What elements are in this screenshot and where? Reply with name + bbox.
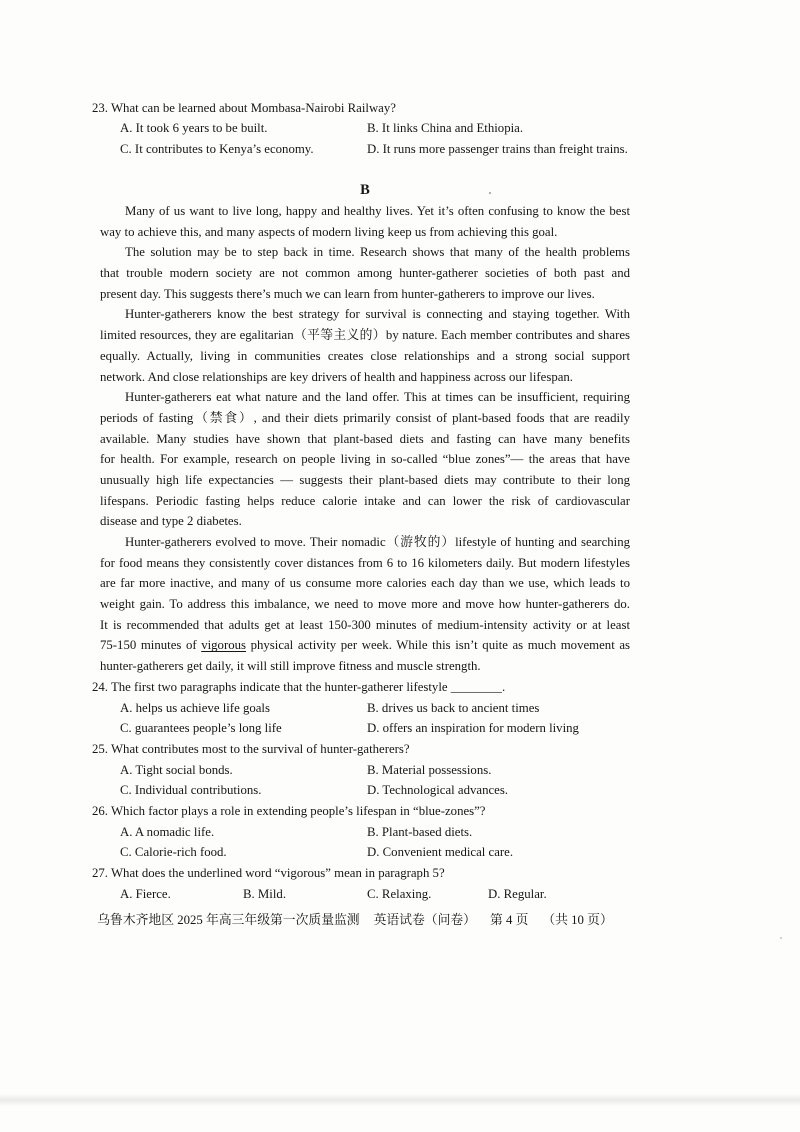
- paragraph-1: [92, 201, 637, 242]
- question-23-options-row-1: [92, 118, 637, 139]
- passage-line: periods of fasting（禁食）, and their diets primarily consist of plant-based foods that are readily: [100, 410, 630, 425]
- question-24-options-row-2: [92, 718, 637, 739]
- footer-page-number: 第 4 页: [489, 913, 529, 927]
- question-25-option-b: B. Material possessions.: [367, 762, 492, 777]
- question-26-option-b: B. Plant-based diets.: [367, 824, 473, 839]
- passage-line: are far more inactive, and many of us consume more calories each day than we use, which leads to: [100, 576, 630, 591]
- question-24-options-row-1: [92, 698, 637, 719]
- paragraph-5: [92, 532, 637, 677]
- passage-line: way to achieve this, and many aspects of modern living keep us from achieving this goal.: [100, 224, 558, 239]
- question-25-option-a: A. Tight social bonds.: [120, 762, 233, 777]
- question-24-option-b: B. drives us back to ancient times: [367, 700, 540, 715]
- paragraph-3: [92, 304, 637, 387]
- question-23-stem: 23. What can be learned about Mombasa-Nairobi Railway?: [92, 100, 396, 115]
- passage-line: for food means they consistently cover distances from 6 to 16 kilometers daily. But modern lifestyles: [100, 555, 630, 570]
- scan-speck: [780, 937, 782, 939]
- underlined-word-vigorous: vigorous: [201, 638, 246, 653]
- question-25-option-c: C. Individual contributions.: [120, 783, 262, 798]
- passage-line: for health. For example, research on people living in so-called “blue zones”— the areas that have: [100, 452, 630, 467]
- question-25-options-row-2: [92, 780, 637, 801]
- passage-line: present day. This suggests there’s much we can learn from hunter-gatherers to improve our lives.: [100, 286, 595, 301]
- passage-line: The solution may be to step back in time. Research shows that many of the health problems: [125, 245, 630, 260]
- passage-line: hunter-gatherers get daily, it will still improve fitness and muscle strength.: [100, 659, 481, 674]
- footer-total-pages: （共 10 页）: [542, 913, 613, 927]
- question-23-options-row-2: [92, 139, 637, 160]
- question-26-stem: 26. Which factor plays a role in extending people’s lifespan in “blue-zones”?: [92, 803, 486, 818]
- passage-line: available. Many studies have shown that plant-based diets and fasting can have many benefits: [100, 431, 630, 446]
- page-footer: [80, 910, 630, 930]
- question-24-option-a: A. helps us achieve life goals: [120, 700, 270, 715]
- passage-line: limited resources, they are egalitarian（平等主义的）by nature. Each member contributes and shares: [100, 328, 630, 343]
- question-26-option-a: A. A nomadic life.: [120, 824, 215, 839]
- passage-heading: B: [360, 182, 370, 199]
- passage-line: lifespans. Periodic fasting helps reduce calorie intake and can lower the risk of cardiovascular: [100, 493, 630, 508]
- question-27-option-a: A. Fierce.: [120, 886, 171, 901]
- question-26-options-row-2: [92, 842, 637, 863]
- passage-line: Many of us want to live long, happy and healthy lives. Yet it’s often confusing to know the best: [125, 204, 630, 219]
- scan-speck: [489, 192, 491, 194]
- passage-line: disease and type 2 diabetes.: [100, 514, 242, 529]
- question-27-stem: 27. What does the underlined word “vigorous” mean in paragraph 5?: [92, 866, 445, 881]
- question-27-option-b: B. Mild.: [243, 886, 287, 901]
- line-segment-after: physical activity per week. While this isn’t quite as much movement as: [246, 638, 630, 653]
- question-24-option-c: C. guarantees people’s long life: [120, 721, 282, 736]
- question-25-options-row-1: [92, 760, 637, 781]
- passage-line: Hunter-gatherers know the best strategy for survival is connecting and staying together. With: [125, 307, 630, 322]
- passage-line: network. And close relationships are key drivers of health and happiness across our lifespan.: [100, 369, 573, 384]
- passage-line: It is recommended that adults get at least 150-300 minutes of medium-intensity activity or at least: [100, 617, 630, 632]
- question-26-option-c: C. Calorie-rich food.: [120, 845, 227, 860]
- paragraph-2: [92, 242, 637, 304]
- question-25-option-d: D. Technological advances.: [367, 783, 509, 798]
- question-24-stem: 24. The first two paragraphs indicate that the hunter-gatherer lifestyle ________.: [92, 679, 506, 694]
- passage-line-with-underlined-word: [100, 635, 630, 656]
- passage-line: that trouble modern society are not common among hunter-gatherer societies of both past and: [100, 266, 630, 281]
- passage-line: Hunter-gatherers eat what nature and the land offer. This at times can be insufficient, requiring: [125, 390, 630, 405]
- paragraph-4: [92, 387, 637, 532]
- question-26-options-row-1: [92, 822, 637, 843]
- line-segment-before: 75-150 minutes of: [100, 638, 202, 653]
- question-23-option-a: A. It took 6 years to be built.: [120, 121, 268, 136]
- question-23-option-c: C. It contributes to Kenya’s economy.: [120, 141, 314, 156]
- passage-line: equally. Actually, living in communities creates close relationships and a strong social support: [100, 348, 630, 363]
- passage-line: Hunter-gatherers evolved to move. Their nomadic（游牧的）lifestyle of hunting and searching: [125, 535, 630, 550]
- question-23-option-b: B. It links China and Ethiopia.: [367, 121, 524, 136]
- question-27-option-c: C. Relaxing.: [367, 886, 432, 901]
- footer-exam-title: 乌鲁木齐地区 2025 年高三年级第一次质量监测: [97, 913, 360, 927]
- passage-line: weight gain. To address this imbalance, we need to move more and move how hunter-gatherers do.: [100, 597, 630, 612]
- scan-edge-band: [0, 1094, 800, 1106]
- question-23-option-d: D. It runs more passenger trains than freight trains.: [367, 141, 628, 156]
- question-27-options-row: [92, 884, 637, 905]
- question-27-option-d: D. Regular.: [488, 886, 547, 901]
- page-content: [92, 98, 637, 905]
- question-25-stem: 25. What contributes most to the survival of hunter-gatherers?: [92, 741, 410, 756]
- question-24-option-d: D. offers an inspiration for modern living: [367, 721, 579, 736]
- question-26-option-d: D. Convenient medical care.: [367, 845, 514, 860]
- passage-line: unusually high life expectancies — suggests their plant-based diets may contribute to their long: [100, 472, 630, 487]
- footer-paper-name: 英语试卷（问卷）: [373, 913, 476, 927]
